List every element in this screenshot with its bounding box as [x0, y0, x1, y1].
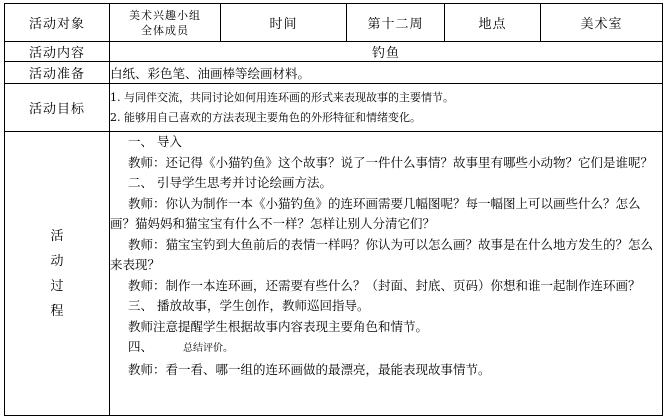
- process-label-char: 过: [50, 278, 64, 294]
- process-step-title: 总结评价。: [183, 343, 234, 354]
- process-line: 一、 导入: [128, 134, 182, 149]
- goals-row: [5, 84, 663, 132]
- preparation-row: [5, 62, 663, 84]
- time-label: 时间: [221, 4, 347, 42]
- content-row: [5, 42, 663, 62]
- goals-label: 活动目标: [5, 84, 110, 132]
- process-label-char: 活: [50, 228, 64, 244]
- process-label-char: 动: [50, 253, 64, 269]
- audience-line-2: 全体成员: [141, 23, 189, 37]
- content-value: 钓鱼: [110, 42, 663, 62]
- process-line: 教师注意提醒学生根据故事内容表现主要角色和情节。: [128, 318, 429, 334]
- process-content: [110, 132, 663, 416]
- process-line: 教师：猫宝宝钓到大鱼前后的表情一样吗？你认为可以怎么画？故事是在什么地方发生的？怎么来表现？: [110, 236, 654, 272]
- process-line: 教师：还记得《小猫钓鱼》这个故事？说了一件什么事情？故事里有哪些小动物？它们是谁呢？: [128, 154, 654, 170]
- activity-plan-table: [4, 3, 663, 416]
- process-label-char: 程: [50, 303, 64, 319]
- goal-item: 1. 与同伴交流，共同讨论如何用连环画的形式来表现故事的主要情节。: [110, 90, 454, 104]
- process-step-number: 四、: [128, 339, 154, 354]
- place-label: 地点: [445, 4, 541, 42]
- process-line: 教师：你认为制作一本《小猫钓鱼》的连环画需要几幅图呢？每一幅图上可以画些什么？怎么画？猫妈妈和猫宝宝有什么不一样？怎样让别人分清它们？: [110, 195, 641, 231]
- header-row: [5, 4, 663, 42]
- preparation-value: 白纸、彩色笔、油画棒等绘画材料。: [110, 62, 663, 84]
- process-line-evaluation: [110, 337, 662, 360]
- process-line: 二、 引导学生思考并讨论绘画方法。: [128, 175, 332, 190]
- process-line: 教师：制作一本连环画，还需要有些什么？（封面、封底、页码）你想和谁一起制作连环画？: [128, 277, 641, 293]
- preparation-label: 活动准备: [5, 62, 110, 84]
- time-value: 第十二周: [347, 4, 445, 42]
- process-line: 教师：看一看、哪一组的连环画做的最漂亮，最能表现故事情节。: [128, 361, 491, 377]
- place-value: 美术室: [541, 4, 663, 42]
- goals-list: [110, 84, 663, 132]
- process-line: 三、 播放故事，学生创作，教师巡回指导。: [128, 298, 370, 313]
- process-row: [5, 132, 663, 416]
- audience-label: 活动对象: [5, 4, 110, 42]
- content-label: 活动内容: [5, 42, 110, 62]
- audience-value: [110, 4, 221, 42]
- audience-line-1: 美术兴趣小组: [129, 8, 201, 22]
- goal-item: 2. 能够用自己喜欢的方法表现主要角色的外形特征和情绪变化。: [110, 110, 421, 124]
- process-label: [5, 132, 110, 416]
